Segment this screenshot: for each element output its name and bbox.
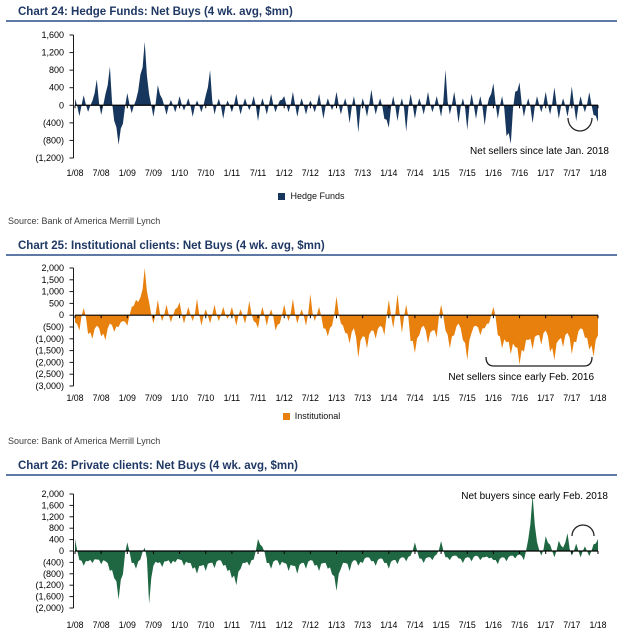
svg-text:7/08: 7/08: [92, 393, 110, 403]
chart25-legend-label: Institutional: [294, 411, 341, 421]
svg-text:1/18: 1/18: [589, 168, 607, 178]
svg-text:7/14: 7/14: [406, 620, 424, 630]
svg-text:(800): (800): [42, 568, 64, 579]
legend-swatch-icon: [283, 413, 290, 420]
svg-text:1/15: 1/15: [432, 393, 450, 403]
svg-text:1/08: 1/08: [66, 620, 84, 630]
chart25-block: [0, 226, 623, 446]
svg-text:(1,200): (1,200): [35, 580, 64, 591]
svg-text:7/11: 7/11: [249, 168, 267, 178]
svg-text:7/13: 7/13: [354, 168, 372, 178]
svg-text:(2,500): (2,500): [35, 369, 64, 380]
svg-text:1/12: 1/12: [275, 620, 293, 630]
chart26-title: Chart 26: Private clients: Net Buys (4 wk. avg, $mn): [18, 460, 298, 472]
svg-text:1,200: 1,200: [41, 511, 64, 522]
svg-text:1,000: 1,000: [41, 286, 64, 297]
svg-text:1,500: 1,500: [41, 274, 64, 285]
svg-text:1/14: 1/14: [380, 168, 398, 178]
svg-text:7/12: 7/12: [301, 620, 319, 630]
legend-swatch-icon: [278, 193, 285, 200]
svg-text:2,000: 2,000: [41, 489, 64, 499]
svg-text:7/14: 7/14: [406, 393, 424, 403]
svg-text:1/09: 1/09: [118, 620, 136, 630]
svg-text:1/09: 1/09: [118, 393, 136, 403]
title-underline: [6, 20, 617, 22]
chart25-source: Source: Bank of America Merrill Lynch: [8, 436, 161, 446]
svg-text:7/17: 7/17: [563, 393, 581, 403]
chart26-block: [0, 446, 623, 635]
chart24-title: Chart 24: Hedge Funds: Net Buys (4 wk. avg, $mn): [18, 6, 293, 18]
svg-text:1/11: 1/11: [223, 168, 241, 178]
svg-text:1/13: 1/13: [327, 168, 346, 178]
svg-text:0: 0: [58, 546, 64, 556]
svg-text:(500): (500): [42, 322, 64, 332]
svg-text:7/10: 7/10: [197, 393, 215, 403]
svg-text:1/18: 1/18: [589, 393, 607, 403]
svg-text:(2,000): (2,000): [35, 357, 64, 368]
svg-text:1/10: 1/10: [171, 620, 189, 630]
svg-text:1,600: 1,600: [41, 500, 64, 511]
svg-text:(400): (400): [42, 117, 64, 128]
svg-text:(2,000): (2,000): [35, 603, 64, 613]
svg-text:400: 400: [48, 534, 64, 545]
svg-text:(1,200): (1,200): [35, 153, 64, 163]
svg-text:1/08: 1/08: [66, 168, 84, 178]
svg-text:7/11: 7/11: [249, 393, 267, 403]
svg-text:1/14: 1/14: [380, 620, 398, 630]
svg-text:0: 0: [58, 310, 64, 321]
svg-text:(1,600): (1,600): [35, 591, 64, 602]
svg-text:1/17: 1/17: [537, 393, 555, 403]
svg-text:800: 800: [48, 523, 64, 534]
svg-text:7/17: 7/17: [563, 168, 581, 178]
svg-text:(400): (400): [42, 557, 64, 568]
svg-text:1/15: 1/15: [432, 168, 450, 178]
svg-text:7/12: 7/12: [301, 393, 319, 403]
svg-text:1/18: 1/18: [589, 620, 607, 630]
svg-text:7/17: 7/17: [563, 620, 581, 630]
svg-text:Net sellers since early Feb. 2: Net sellers since early Feb. 2016: [448, 372, 594, 383]
svg-text:1/08: 1/08: [66, 393, 84, 403]
svg-text:7/10: 7/10: [197, 620, 215, 630]
svg-text:7/13: 7/13: [354, 620, 372, 630]
svg-text:2,000: 2,000: [41, 263, 64, 273]
svg-text:7/10: 7/10: [197, 168, 215, 178]
svg-text:1/13: 1/13: [327, 620, 346, 630]
svg-text:1/13: 1/13: [327, 393, 346, 403]
svg-text:7/09: 7/09: [144, 393, 163, 403]
svg-text:7/09: 7/09: [144, 168, 163, 178]
svg-text:(800): (800): [42, 135, 64, 146]
svg-text:(1,000): (1,000): [35, 333, 64, 344]
svg-text:7/15: 7/15: [458, 168, 476, 178]
chart24-plot: [0, 24, 623, 188]
svg-text:1/16: 1/16: [484, 620, 502, 630]
svg-text:800: 800: [48, 65, 64, 76]
title-underline: [6, 474, 617, 476]
svg-text:1/11: 1/11: [223, 620, 241, 630]
chart24-legend-label: Hedge Funds: [290, 191, 345, 201]
chart24-block: [0, 0, 623, 226]
svg-text:(1,500): (1,500): [35, 345, 64, 356]
svg-text:Net sellers since late Jan. 20: Net sellers since late Jan. 2018: [470, 146, 609, 157]
svg-text:(3,000): (3,000): [35, 381, 64, 391]
svg-text:1/17: 1/17: [537, 620, 555, 630]
svg-text:1,200: 1,200: [41, 47, 64, 58]
svg-text:1/12: 1/12: [275, 393, 293, 403]
svg-text:7/15: 7/15: [458, 393, 476, 403]
svg-text:1/11: 1/11: [223, 393, 241, 403]
svg-text:1,600: 1,600: [41, 30, 64, 40]
svg-text:7/12: 7/12: [301, 168, 319, 178]
chart24-legend: [0, 190, 623, 202]
svg-text:0: 0: [58, 100, 64, 111]
chart25-plot: [0, 258, 623, 408]
svg-text:1/16: 1/16: [484, 168, 502, 178]
svg-text:Net buyers since early Feb. 20: Net buyers since early Feb. 2018: [461, 491, 608, 502]
svg-text:7/15: 7/15: [458, 620, 476, 630]
svg-text:1/09: 1/09: [118, 168, 136, 178]
svg-text:1/17: 1/17: [537, 168, 555, 178]
svg-text:7/13: 7/13: [354, 393, 372, 403]
svg-text:7/14: 7/14: [406, 168, 424, 178]
svg-text:7/16: 7/16: [510, 393, 529, 403]
svg-text:500: 500: [48, 298, 64, 309]
svg-text:1/12: 1/12: [275, 168, 293, 178]
chart25-title: Chart 25: Institutional clients: Net Buys (4 wk. avg, $mn): [18, 240, 325, 252]
chart24-source: Source: Bank of America Merrill Lynch: [8, 216, 161, 226]
svg-text:1/10: 1/10: [171, 168, 189, 178]
title-underline: [6, 254, 617, 256]
chart26-plot: [0, 478, 623, 635]
svg-text:7/16: 7/16: [510, 620, 529, 630]
svg-text:1/15: 1/15: [432, 620, 450, 630]
chart25-legend: [0, 410, 623, 422]
svg-text:7/08: 7/08: [92, 168, 110, 178]
svg-text:400: 400: [48, 82, 64, 93]
svg-text:7/09: 7/09: [144, 620, 163, 630]
svg-text:1/14: 1/14: [380, 393, 398, 403]
svg-text:1/10: 1/10: [171, 393, 189, 403]
svg-text:1/16: 1/16: [484, 393, 502, 403]
svg-text:7/16: 7/16: [510, 168, 529, 178]
svg-text:7/11: 7/11: [249, 620, 267, 630]
svg-text:7/08: 7/08: [92, 620, 110, 630]
